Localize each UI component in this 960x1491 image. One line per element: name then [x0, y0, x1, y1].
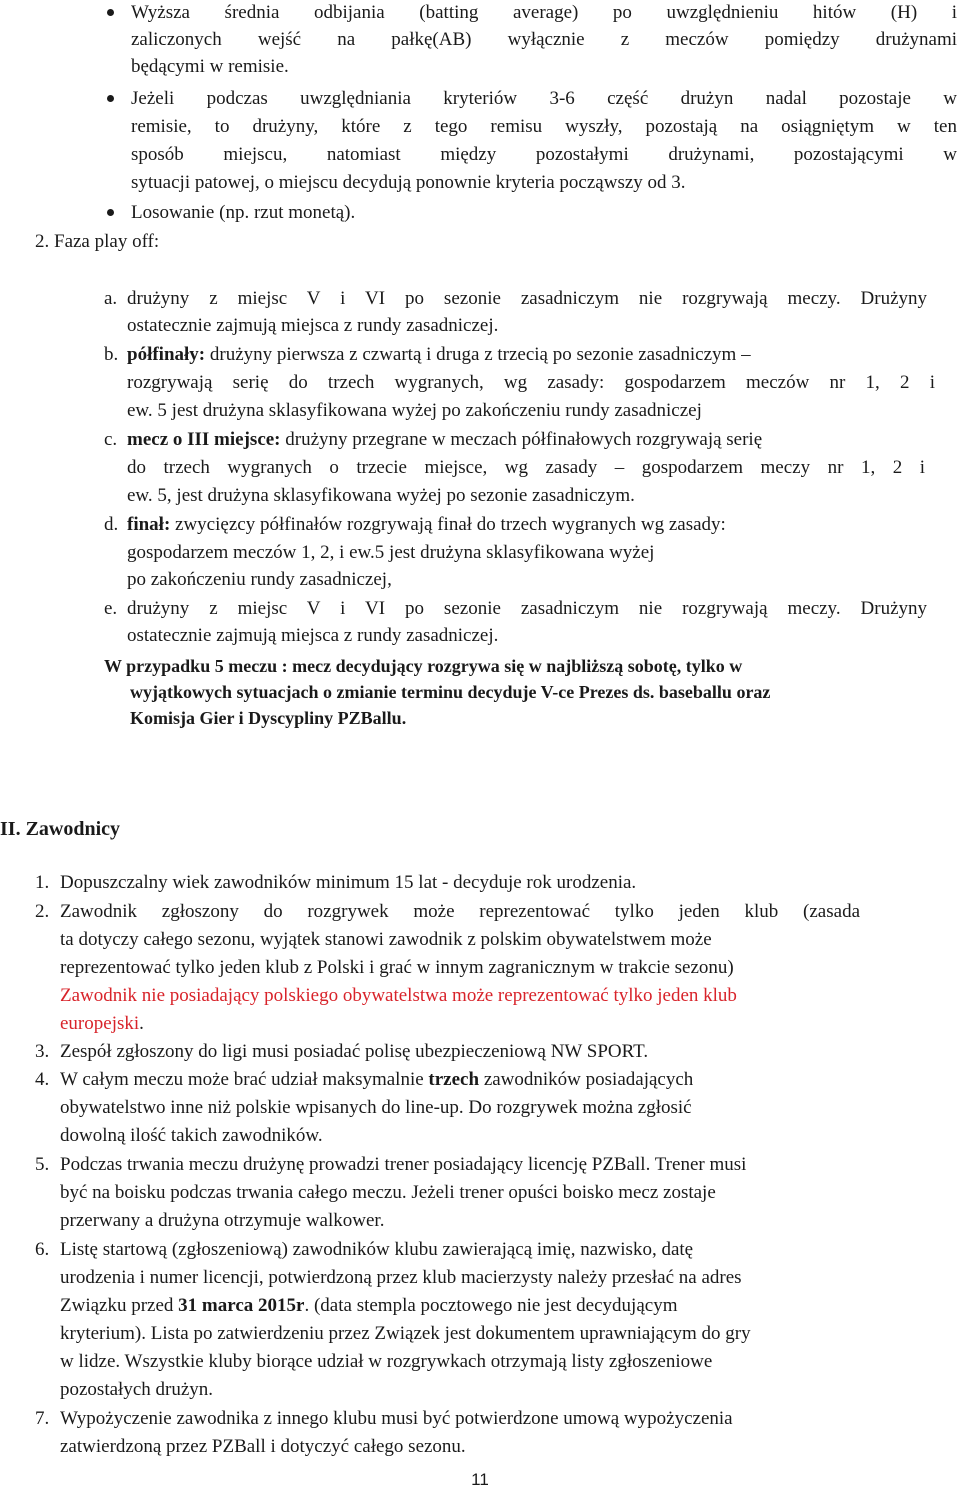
- rule-2-tail: .: [139, 1013, 144, 1034]
- rule-6-number: 6.: [35, 1239, 50, 1260]
- rule-6-line-2: urodzenia i numer licencji, potwierdzoną przez klub macierzysty należy przesłać na adres: [60, 1267, 742, 1288]
- playoff-item-c-line-2: do trzech wygranych o trzecie miejsce, wg zasady – gospodarzem meczy nr 1, 2 i: [127, 457, 925, 478]
- playoff-item-b-line-2: rozgrywają serię do trzech wygranych, wg zasady: gospodarzem meczów nr 1, 2 i: [127, 372, 935, 393]
- rule-6-line-1: Listę startową (zgłoszeniową) zawodników klubu zawierającą imię, nazwisko, datę: [60, 1239, 694, 1260]
- bullet-icon: [107, 9, 114, 16]
- rule-4-line-1-post: zawodników posiadających: [479, 1069, 694, 1090]
- rule-6-line-6: pozostałych drużyn.: [60, 1379, 214, 1400]
- rule-4-line-1-pre: W całym meczu może brać udział maksymalnie: [60, 1069, 429, 1090]
- rule-4-line-2: obywatelstwo inne niż polskie wpisanych do line-up. Do rozgrywek można zgłosić: [60, 1097, 692, 1118]
- rule-6-line-5: w lidze. Wszystkie kluby biorące udział w rozgrywkach otrzymają listy zgłoszeniowe: [60, 1351, 713, 1372]
- bullet-2-line-2: remisie, to drużyny, które z tego remisu wyszły, pozostają na osiągniętym w ten: [131, 116, 957, 137]
- bullet-icon: [107, 95, 114, 102]
- playoff-item-b-text: drużyny pierwsza z czwartą i druga z trzecią po sezonie zasadniczym –: [205, 344, 751, 365]
- bullet-2-line-3: sposób miejscu, natomiast między pozostałymi drużynami, pozostającymi w: [131, 144, 957, 165]
- rule-7-line-1: Wypożyczenie zawodnika z innego klubu musi być potwierdzone umową wypożyczenia: [60, 1408, 733, 1429]
- playoff-item-b-line-1: [127, 343, 751, 367]
- playoff-item-d-line-1: [127, 513, 726, 537]
- rule-2-red-line-1: Zawodnik nie posiadający polskiego obywatelstwa może reprezentować tylko jeden klub: [60, 985, 737, 1006]
- rule-5-number: 5.: [35, 1154, 50, 1175]
- bullet-1-line-1: Wyższa średnia odbijania (batting average) po uwzględnieniu hitów (H) i: [131, 2, 957, 23]
- playoff-item-a-line-2: ostatecznie zajmują miejsca z rundy zasadniczej.: [127, 315, 499, 336]
- playoff-title: Faza play off:: [54, 231, 160, 252]
- rule-5-line-2: być na boisku podczas trwania całego meczu. Jeżeli trener opuści boisko mecz zostaje: [60, 1182, 716, 1203]
- playoff-item-b-line-3: ew. 5 jest drużyna sklasyfikowana wyżej po zakończeniu rundy zasadniczej: [127, 400, 702, 421]
- bullet-1-line-3: będącymi w remisie.: [131, 56, 289, 77]
- playoff-item-d-label: finał:: [127, 514, 171, 535]
- playoff-item-a-letter: a.: [104, 288, 118, 309]
- playoff-item-c-text: drużyny przegrane w meczach półfinałowych rozgrywają serię: [280, 429, 763, 450]
- playoff-item-e-line-2: ostatecznie zajmują miejsca z rundy zasadniczej.: [127, 625, 499, 646]
- playoff-item-d-letter: d.: [104, 514, 119, 535]
- rule-2-red-line-2: europejski: [60, 1013, 140, 1034]
- playoff-item-d-line-2: gospodarzem meczów 1, 2, i ew.5 jest drużyna sklasyfikowana wyżej: [127, 542, 655, 563]
- rule-4-number: 4.: [35, 1069, 50, 1090]
- rule-4-line-1: [60, 1068, 693, 1092]
- rule-6-line-3-pre: Związku przed: [60, 1295, 179, 1316]
- playoff-item-b-label: półfinały:: [127, 344, 206, 365]
- rule-4-line-1-bold: trzech: [428, 1069, 480, 1090]
- rule-6-line-3: [60, 1294, 677, 1318]
- rule-5-line-3: przerwany a drużyna otrzymuje walkower.: [60, 1210, 385, 1231]
- rule-6-deadline: 31 marca 2015r: [178, 1295, 305, 1316]
- rule-1-number: 1.: [35, 872, 50, 893]
- playoff-item-d-line-3: po zakończeniu rundy zasadniczej,: [127, 569, 392, 590]
- playoff-item-c-label: mecz o III miejsce:: [127, 429, 281, 450]
- playoff-item-c-line-3: ew. 5, jest drużyna sklasyfikowana wyżej po sezonie zasadniczym.: [127, 485, 635, 506]
- rule-4-line-3: dowolną ilość takich zawodników.: [60, 1125, 323, 1146]
- rule-5-line-1: Podczas trwania meczu drużynę prowadzi trener posiadający licencję PZBall. Trener musi: [60, 1154, 747, 1175]
- rule-6-line-4: kryterium). Lista po zatwierdzeniu przez Związek jest dokumentem uprawniającym do gry: [60, 1323, 751, 1344]
- rule-6-line-3-post: . (data stempla pocztowego nie jest decydującym: [304, 1295, 678, 1316]
- rule-1-line-1: Dopuszczalny wiek zawodników minimum 15 lat - decyduje rok urodzenia.: [60, 872, 637, 893]
- rule-2-line-5: [60, 1012, 144, 1036]
- rule-3-number: 3.: [35, 1041, 50, 1062]
- playoff-item-e-line-1: drużyny z miejsc V i VI po sezonie zasadniczym nie rozgrywają meczy. Drużyny: [127, 598, 927, 619]
- rule-7-line-2: zatwierdzoną przez PZBall i dotyczyć całego sezonu.: [60, 1436, 466, 1457]
- playoff-item-d-text: zwycięzcy półfinałów rozgrywają finał do trzech wygranych wg zasady:: [170, 514, 726, 535]
- rule-2-line-2: ta dotyczy całego sezonu, wyjątek stanowi zawodnik z polskim obywatelstwem może: [60, 929, 712, 950]
- bullet-1-line-2: zaliczonych wejść na pałkę(AB) wyłącznie z meczów pomiędzy drużynami: [131, 29, 957, 50]
- rule-2-line-1: Zawodnik zgłoszony do rozgrywek może reprezentować tylko jeden klub (zasada: [60, 901, 860, 922]
- playoff-item-e-letter: e.: [104, 598, 118, 619]
- playoff-heading: [35, 230, 159, 254]
- rule-3-line-1: Zespół zgłoszony do ligi musi posiadać polisę ubezpieczeniową NW SPORT.: [60, 1041, 649, 1062]
- playoff-item-c-letter: c.: [104, 429, 118, 450]
- rule-2-line-3: reprezentować tylko jeden klub z Polski i grać w innym zagranicznym w trakcie sezonu): [60, 957, 734, 978]
- rule-2-number: 2.: [35, 901, 50, 922]
- playoff-item-c-line-1: [127, 428, 762, 452]
- bullet-3-line-1: Losowanie (np. rzut monetą).: [131, 202, 356, 223]
- bullet-icon: [107, 209, 114, 216]
- players-section-title: II. Zawodnicy: [0, 818, 121, 840]
- bullet-2-line-4: sytuacji patowej, o miejscu decydują ponownie kryteria począwszy od 3.: [131, 172, 686, 193]
- bullet-2-line-1: Jeżeli podczas uwzględniania kryteriów 3-6 część drużyn nadal pozostaje w: [131, 88, 957, 109]
- playoff-item-b-letter: b.: [104, 344, 119, 365]
- playoff-note-line-3: Komisja Gier i Dyscypliny PZBallu.: [130, 708, 407, 728]
- playoff-note-line-1: W przypadku 5 meczu : mecz decydujący rozgrywa się w najbliższą sobotę, tylko w: [104, 656, 743, 676]
- page-number: 11: [471, 1470, 489, 1489]
- playoff-note-line-2: wyjątkowych sytuacjach o zmianie terminu decyduje V-ce Prezes ds. baseballu oraz: [130, 682, 771, 702]
- playoff-item-a-line-1: drużyny z miejsc V i VI po sezonie zasadniczym nie rozgrywają meczy. Drużyny: [127, 288, 927, 309]
- playoff-number: 2.: [35, 231, 50, 252]
- rule-7-number: 7.: [35, 1408, 50, 1429]
